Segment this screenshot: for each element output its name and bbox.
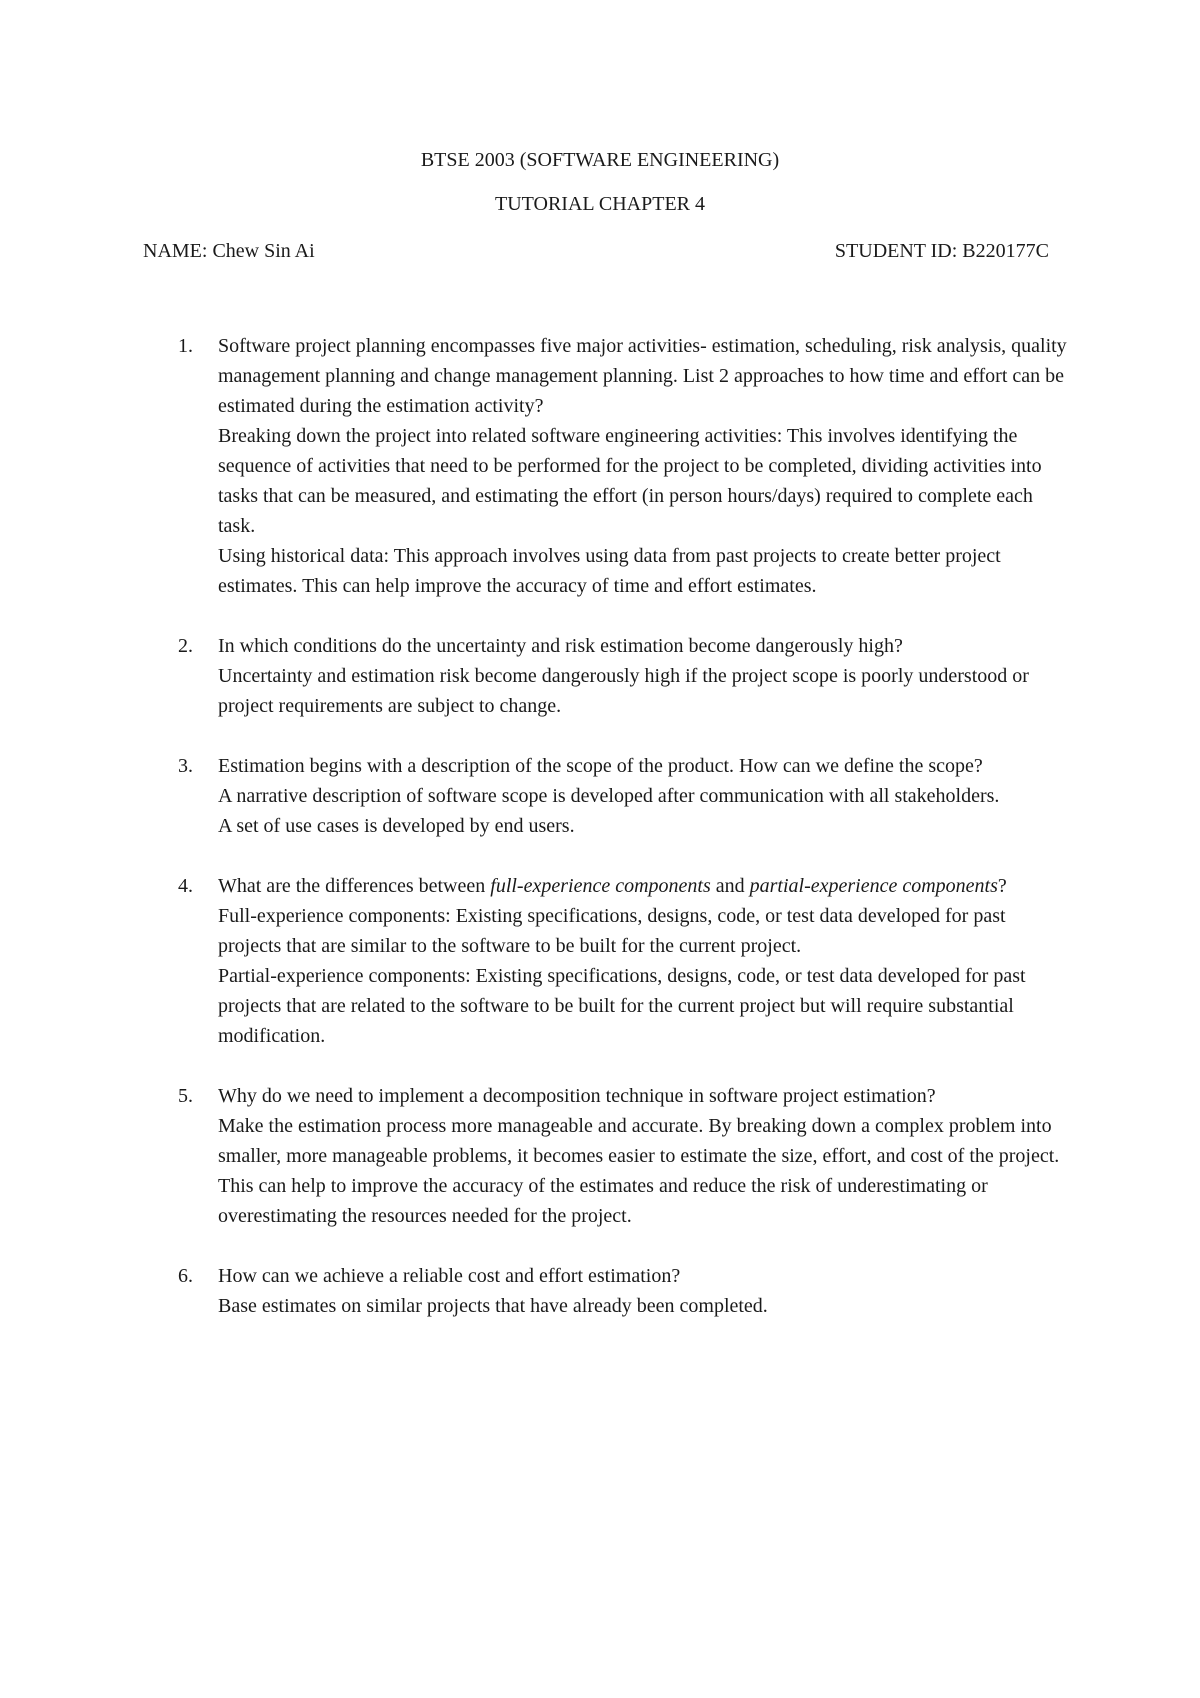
question-text: Software project planning encompasses five major activities- estimation, scheduling, risk analysis, quality management planning and change management planning. List 2 approaches to how time and effort can be estimated during the estimation activity? — [218, 335, 1067, 417]
answer-text: Breaking down the project into related software engineering activities: This involves identifying the sequence of activities that need to be performed for the project to be completed, dividing activities into tasks that can be measured, and estimating the effort (in person hours/days) required to complete each task. — [218, 425, 1042, 537]
student-id: STUDENT ID: B220177C — [834, 240, 1049, 262]
student-name: NAME: Chew Sin Ai — [143, 240, 315, 262]
question-item-4 — [0, 871, 1068, 1051]
question-text: Why do we need to implement a decomposition technique in software project estimation? — [218, 1085, 936, 1107]
question-text: In which conditions do the uncertainty and risk estimation become dangerously high? — [218, 635, 903, 657]
question-text: Estimation begins with a description of the scope of the product. How can we define the scope? — [218, 755, 983, 777]
answer-text: Base estimates on similar projects that have already been completed. — [218, 1295, 768, 1317]
question-number: 2. — [178, 635, 193, 657]
chapter-title: TUTORIAL CHAPTER 4 — [495, 193, 705, 215]
question-text-mid: and — [710, 875, 750, 897]
question-number: 6. — [178, 1265, 193, 1287]
course-title: BTSE 2003 (SOFTWARE ENGINEERING) — [420, 149, 780, 171]
question-text — [218, 871, 1068, 901]
question-text-suffix: ? — [997, 875, 1007, 897]
answer-text: Partial-experience components: Existing specifications, designs, code, or test data developed for past projects that are related to the software to be built for the current project but will require substantial modification. — [218, 965, 1026, 1047]
question-term-partial-experience: partial-experience components — [749, 875, 998, 897]
question-item-6 — [0, 1261, 1068, 1321]
question-text: How can we achieve a reliable cost and effort estimation? — [218, 1265, 681, 1287]
answer-text: Make the estimation process more manageable and accurate. By breaking down a complex problem into smaller, more manageable problems, it becomes easier to estimate the size, effort, and cost of the project. This can help to improve the accuracy of the estimates and reduce the risk of underestimating or overestimating the resources needed for the project. — [218, 1115, 1060, 1227]
question-list — [0, 331, 1200, 1351]
answer-text: A set of use cases is developed by end users. — [218, 815, 575, 837]
answer-text: Full-experience components: Existing specifications, designs, code, or test data developed for past projects that are similar to the software to be built for the current project. — [218, 905, 1006, 957]
question-text-prefix: What are the differences between — [218, 875, 491, 897]
student-info-row — [143, 239, 1049, 263]
question-item-2 — [0, 631, 1068, 721]
question-number: 5. — [178, 1085, 193, 1107]
question-item-3 — [0, 751, 1068, 841]
question-number: 1. — [178, 335, 193, 357]
question-number: 4. — [178, 875, 193, 897]
question-term-full-experience: full-experience components — [490, 875, 711, 897]
question-number: 3. — [178, 755, 193, 777]
answer-text: A narrative description of software scope is developed after communication with all stakeholders. — [218, 785, 1000, 807]
question-item-1 — [0, 331, 1068, 601]
answer-text: Uncertainty and estimation risk become dangerously high if the project scope is poorly understood or project requirements are subject to change. — [218, 665, 1029, 717]
answer-text: Using historical data: This approach involves using data from past projects to create better project estimates. This can help improve the accuracy of time and effort estimates. — [218, 545, 1001, 597]
question-item-5 — [0, 1081, 1068, 1231]
